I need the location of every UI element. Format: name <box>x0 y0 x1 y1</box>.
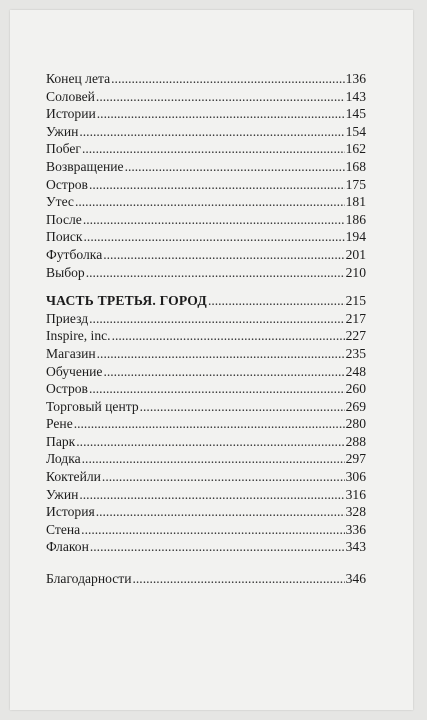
dot-leader <box>97 345 345 363</box>
toc-entry <box>46 123 366 141</box>
dot-leader <box>133 570 345 588</box>
dot-leader <box>75 193 345 211</box>
toc-entry <box>46 468 366 486</box>
part-three-entries <box>46 310 366 556</box>
toc-entry-title: Приезд <box>46 310 89 326</box>
toc-entry-title: Ужин <box>46 123 79 139</box>
toc-entry-title: Возвращение <box>46 158 124 174</box>
toc-entry-title: Inspire, inc. <box>46 328 111 344</box>
toc-entry-page: 186 <box>345 211 366 227</box>
toc-entry-title: Побег <box>46 141 81 157</box>
toc-entry-title: Выбор <box>46 264 85 280</box>
toc-entry-page: 143 <box>345 88 366 104</box>
toc-entry-page: 175 <box>345 176 366 192</box>
toc-entry-title: Лодка <box>46 451 81 467</box>
part-two-entries <box>46 70 366 281</box>
toc-entry-page: 248 <box>345 363 366 379</box>
part-three-heading <box>46 292 366 310</box>
toc-entry-page: 181 <box>345 194 366 210</box>
toc-entry-page: 269 <box>345 398 366 414</box>
toc-entry-page: 145 <box>345 106 366 122</box>
toc-entry <box>46 158 366 176</box>
dot-leader <box>76 433 344 451</box>
toc-entry <box>46 211 366 229</box>
toc-entry-title: Истории <box>46 106 96 122</box>
toc-entry <box>46 433 366 451</box>
table-of-contents <box>46 70 366 588</box>
toc-entry-title: После <box>46 211 82 227</box>
dot-leader <box>84 228 345 246</box>
toc-entry <box>46 415 366 433</box>
toc-entry-page: 168 <box>345 158 366 174</box>
toc-entry <box>46 363 366 381</box>
toc-entry-title: Утес <box>46 194 74 210</box>
part-three-page: 215 <box>345 293 366 309</box>
part-three-title: ЧАСТЬ ТРЕТЬЯ. ГОРОД <box>46 293 207 309</box>
toc-entry-page: 328 <box>345 504 366 520</box>
toc-entry <box>46 327 366 345</box>
toc-entry <box>46 503 366 521</box>
toc-entry-page: 343 <box>345 539 366 555</box>
toc-entry-page: 217 <box>345 310 366 326</box>
toc-entry-title: История <box>46 504 95 520</box>
toc-entry-title: Обучение <box>46 363 103 379</box>
dot-leader <box>90 538 345 556</box>
toc-entry-title: Конец лета <box>46 71 111 86</box>
toc-entry-page: 336 <box>345 521 366 537</box>
dot-leader <box>208 292 345 310</box>
dot-leader <box>79 486 344 504</box>
toc-entry-title: Футболка <box>46 246 103 262</box>
toc-entry <box>46 310 366 328</box>
toc-entry-title: Коктейли <box>46 469 101 485</box>
dot-leader <box>111 70 344 88</box>
toc-entry <box>46 246 366 264</box>
toc-entry-page: 162 <box>345 141 366 157</box>
toc-entry-title: Рене <box>46 416 73 432</box>
dot-leader <box>96 503 345 521</box>
toc-entry-title: Соловей <box>46 88 95 104</box>
toc-entry-title: Парк <box>46 433 76 449</box>
toc-entry-page: 154 <box>345 123 366 139</box>
acknowledgements-page: 346 <box>345 571 366 587</box>
toc-entry <box>46 140 366 158</box>
toc-entry-page: 201 <box>345 246 366 262</box>
toc-entry-page: 194 <box>345 229 366 245</box>
toc-entry-page: 288 <box>345 433 366 449</box>
toc-entry-page: 136 <box>345 71 366 86</box>
toc-entry <box>46 193 366 211</box>
dot-leader <box>86 264 345 282</box>
toc-entry <box>46 88 366 106</box>
toc-entry <box>46 345 366 363</box>
toc-entry-title: Магазин <box>46 345 96 361</box>
toc-entry <box>46 486 366 504</box>
dot-leader <box>89 310 344 328</box>
toc-entry-title: Остров <box>46 176 88 192</box>
toc-entry <box>46 450 366 468</box>
toc-entry-page: 235 <box>345 345 366 361</box>
toc-entry <box>46 398 366 416</box>
toc-entry <box>46 538 366 556</box>
dot-leader <box>112 327 345 345</box>
dot-leader <box>81 521 344 539</box>
toc-entry-title: Ужин <box>46 486 79 502</box>
toc-entry-page: 316 <box>345 486 366 502</box>
dot-leader <box>89 176 345 194</box>
dot-leader <box>103 363 344 381</box>
toc-entry-title: Флакон <box>46 539 89 555</box>
bleed-through-running-head <box>130 48 330 60</box>
toc-entry-page: 280 <box>345 416 366 432</box>
acknowledgements-entry <box>46 570 366 588</box>
toc-entry <box>46 70 366 88</box>
toc-entry-page: 227 <box>345 328 366 344</box>
dot-leader <box>82 450 345 468</box>
book-page <box>10 10 413 710</box>
toc-entry-page: 210 <box>345 264 366 280</box>
dot-leader <box>82 140 345 158</box>
toc-entry-title: Стена <box>46 521 81 537</box>
dot-leader <box>83 211 345 229</box>
toc-entry <box>46 176 366 194</box>
toc-entry-page: 260 <box>345 381 366 397</box>
dot-leader <box>96 88 345 106</box>
toc-entry-title: Остров <box>46 381 88 397</box>
dot-leader <box>125 158 345 176</box>
toc-entry-title: Поиск <box>46 229 83 245</box>
toc-entry <box>46 228 366 246</box>
toc-entry <box>46 380 366 398</box>
toc-entry <box>46 264 366 282</box>
toc-entry <box>46 105 366 123</box>
dot-leader <box>97 105 345 123</box>
dot-leader <box>89 380 345 398</box>
dot-leader <box>102 468 345 486</box>
dot-leader <box>140 398 345 416</box>
toc-entry-page: 297 <box>345 451 366 467</box>
dot-leader <box>74 415 345 433</box>
toc-entry-title: Торговый центр <box>46 398 139 414</box>
toc-entry-page: 306 <box>345 469 366 485</box>
acknowledgements-title: Благодарности <box>46 571 132 587</box>
dot-leader <box>79 123 344 141</box>
toc-entry <box>46 521 366 539</box>
dot-leader <box>103 246 344 264</box>
